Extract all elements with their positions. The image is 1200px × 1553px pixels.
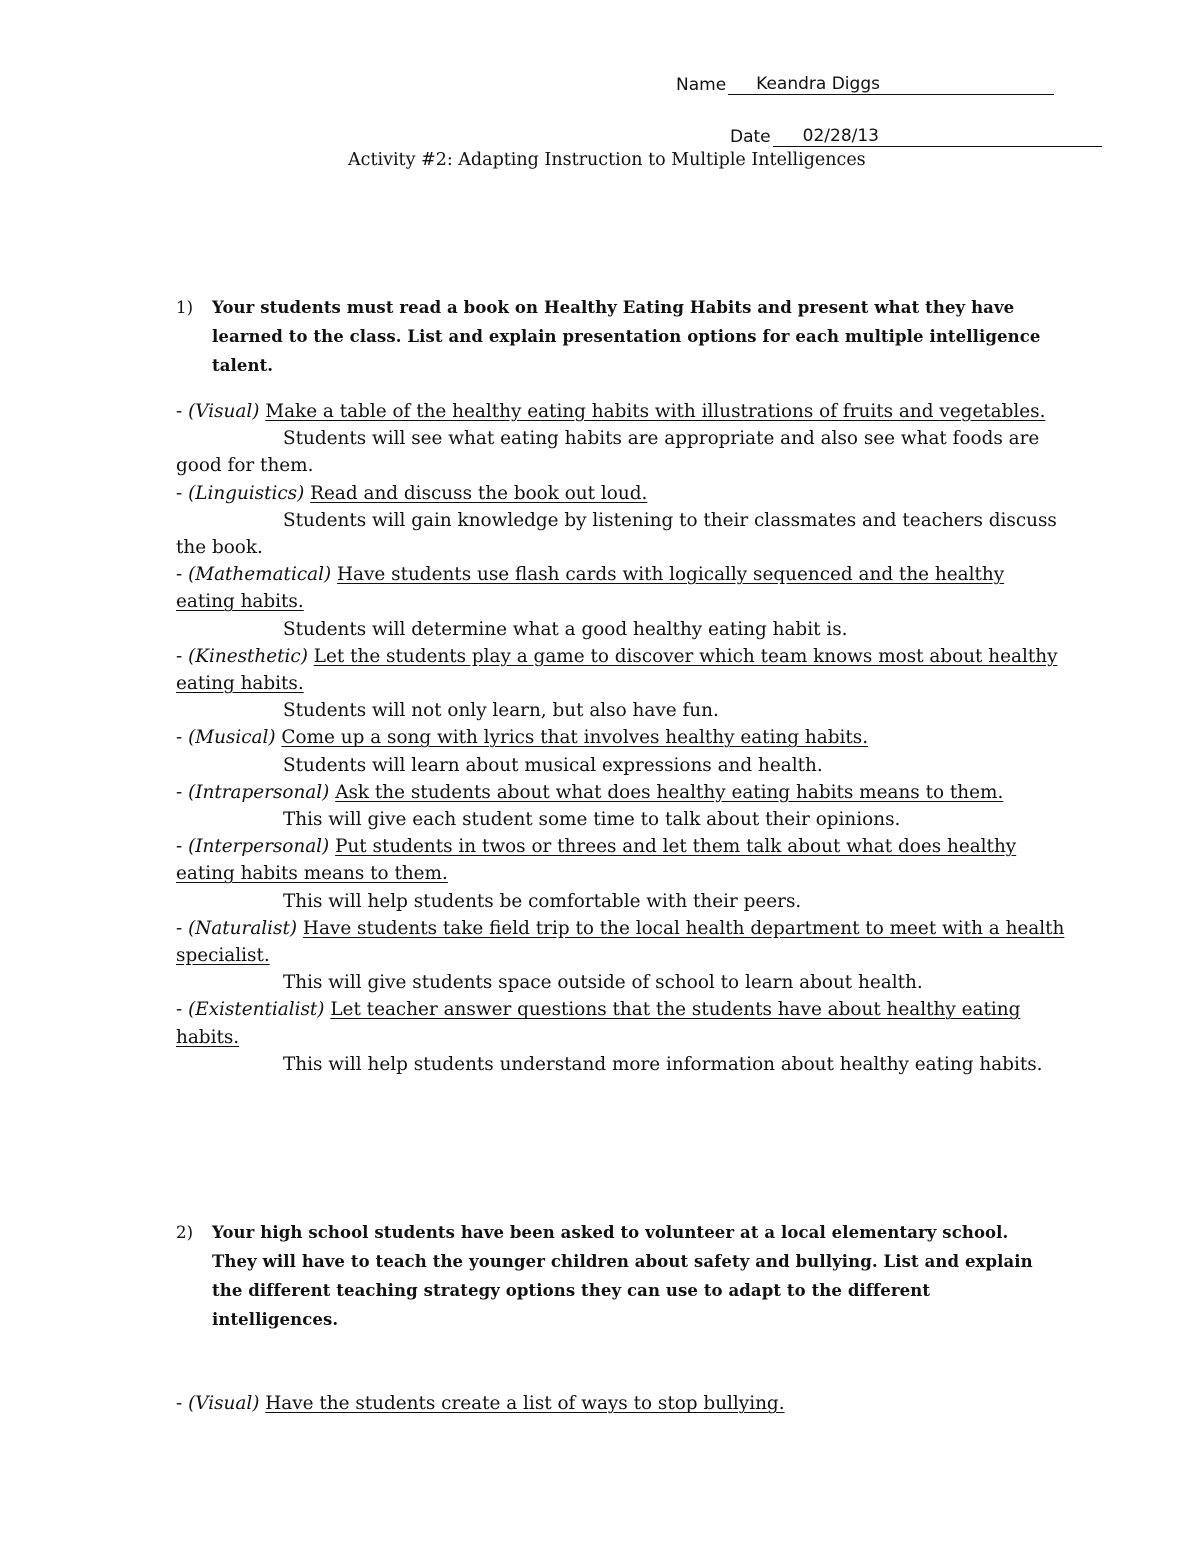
answer-item: - (Visual) Make a table of the healthy eating habits with illustrations of fruits and vegetables. — [176, 401, 1046, 422]
question-text: Your high school students have been asked to volunteer at a local elementary school. They will have to teach the younger children about safety and bullying. List and explain the different teaching strategy options they can use to adapt to the different intelligences. — [212, 1223, 1033, 1329]
intelligence-category: (Naturalist) — [188, 917, 298, 939]
intelligence-category: (Interpersonal) — [188, 836, 330, 858]
answer-item: - (Visual) Have the students create a list of ways to stop bullying. — [176, 1393, 785, 1415]
explanation-text: Students will see what eating habits are appropriate and also see what foods are good for them. — [176, 428, 1040, 477]
activity-text: Ask the students about what does healthy eating habits means to them. — [335, 781, 1004, 803]
explanation-text: Students will not only learn, but also have fun. — [283, 700, 719, 722]
question-1 — [176, 293, 1056, 380]
answer-item: - (Mathematical) Have students use flash cards with logically sequenced and the healthy eating habits. — [176, 564, 1005, 613]
activity-title: Activity #2: Adapting Instruction to Multiple Intelligences — [348, 150, 866, 170]
explanation-text: Students will gain knowledge by listening to their classmates and teachers discuss the book. — [176, 509, 1057, 559]
intelligence-category: (Existentialist) — [188, 999, 325, 1021]
question-number: 1) — [176, 298, 194, 317]
intelligence-category: (Kinesthetic) — [188, 645, 308, 667]
date-label: Date — [730, 127, 771, 147]
date-field — [730, 126, 1102, 147]
explanation-text: Students will learn about musical expressions and health. — [283, 754, 823, 776]
name-label: Name — [676, 75, 727, 95]
intelligence-category: (Visual) — [188, 1393, 260, 1415]
answer-item: - (Existentialist) Let teacher answer questions that the students have about healthy eating habits. — [176, 999, 1021, 1048]
answer-item: - (Linguistics) Read and discuss the book out loud. — [176, 482, 648, 504]
answer-item: - (Kinesthetic) Let the students play a game to discover which team knows most about healthy eating habits. — [176, 645, 1058, 695]
answer-item: - (Naturalist) Have students take field trip to the local health department to meet with a health specialist. — [176, 917, 1065, 967]
explanation-text: This will help students understand more information about healthy eating habits. — [283, 1053, 1043, 1075]
answer-item: - (Intrapersonal) Ask the students about what does healthy eating habits means to them. — [176, 781, 1004, 803]
intelligence-category: (Visual) — [188, 401, 260, 422]
explanation-text: This will give students space outside of school to learn about health. — [283, 972, 923, 994]
question-number: 2) — [176, 1223, 194, 1242]
name-field — [676, 74, 1054, 95]
answer-list-2 — [176, 1372, 1066, 1436]
activity-text: Have students take field trip to the local health department to meet with a health specialist. — [176, 917, 1065, 967]
activity-text: Come up a song with lyrics that involves healthy eating habits. — [281, 727, 869, 749]
intelligence-category: (Linguistics) — [188, 482, 305, 504]
date-value: 02/28/13 — [773, 126, 1102, 147]
explanation-text: This will help students be comfortable with their peers. — [283, 890, 802, 912]
activity-text: Put students in twos or threes and let them talk about what does healthy eating habits means to them. — [176, 836, 1017, 885]
explanation-text: Students will determine what a good healthy eating habit is. — [283, 618, 848, 640]
activity-text: Make a table of the healthy eating habits with illustrations of fruits and vegetables. — [265, 401, 1046, 422]
answer-item: - (Interpersonal) Put students in twos or threes and let them talk about what does healthy eating habits means to them. — [176, 836, 1017, 885]
question-2 — [176, 1218, 1056, 1334]
intelligence-category: (Mathematical) — [188, 564, 332, 586]
name-value: Keandra Diggs — [728, 74, 1054, 95]
explanation-text: This will give each student some time to talk about their opinions. — [283, 809, 901, 831]
answer-list-1 — [176, 398, 1066, 1078]
activity-text: Let the students play a game to discover which team knows most about healthy eating habits. — [176, 645, 1058, 695]
activity-text: Have the students create a list of ways to stop bullying. — [265, 1393, 785, 1415]
intelligence-category: (Intrapersonal) — [188, 781, 330, 803]
answer-item: - (Musical) Come up a song with lyrics that involves healthy eating habits. — [176, 727, 869, 749]
activity-text: Let teacher answer questions that the students have about healthy eating habits. — [176, 999, 1021, 1048]
question-text: Your students must read a book on Healthy Eating Habits and present what they have learned to the class. List and explain presentation options for each multiple intelligence talent. — [212, 298, 1041, 375]
activity-text: Have students use flash cards with logically sequenced and the healthy eating habits. — [176, 564, 1005, 613]
activity-text: Read and discuss the book out loud. — [310, 482, 648, 504]
intelligence-category: (Musical) — [188, 727, 276, 749]
